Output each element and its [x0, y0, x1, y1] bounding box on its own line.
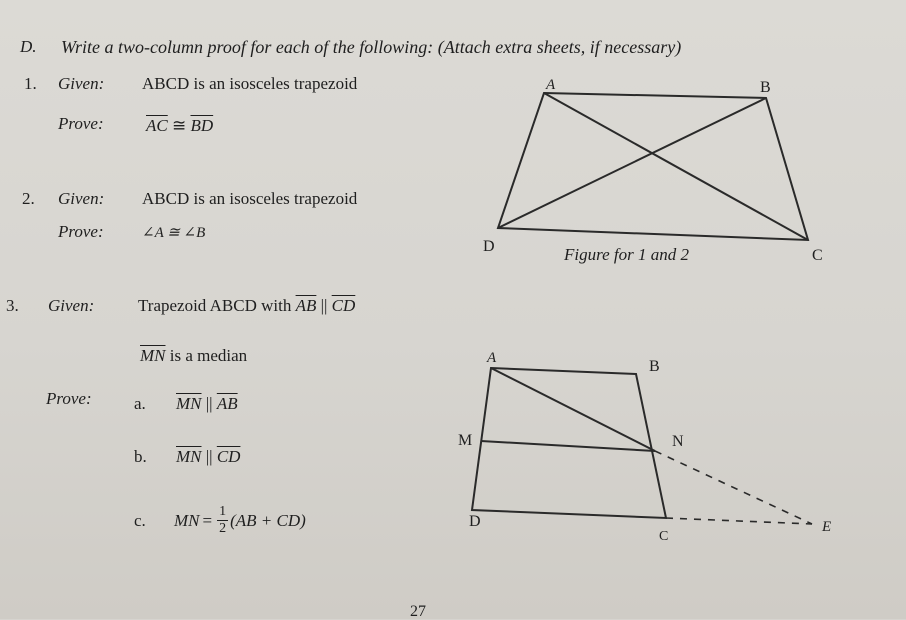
vertex-label-a: A	[546, 77, 556, 93]
parallel-symbol: ||	[320, 296, 328, 315]
problem-3-prove-label: Prove:	[46, 389, 92, 408]
figure-caption: Figure for 1 and 2	[564, 245, 689, 264]
fig3-label-d: D	[469, 513, 481, 530]
problem-2-prove-statement: ∠A ≅ ∠B	[142, 225, 206, 241]
part-a-seg2: $\overline{AB}$	[216, 394, 238, 413]
fig3-label-b: B	[649, 358, 660, 375]
problem-1-given-label: Given:	[58, 74, 105, 93]
segment-ab: $\overline{AB}$	[295, 296, 317, 315]
vertex-label-b: B	[760, 79, 771, 96]
dashed-ce	[666, 518, 812, 524]
segment-ac: $\overline{AC}$	[146, 116, 168, 135]
problem-3-given-label: Given:	[48, 296, 95, 315]
problem-1-number: 1.	[24, 74, 37, 93]
section-label: D.	[20, 37, 37, 56]
part-a-letter: a.	[134, 394, 146, 413]
problem-1-given-text: ABCD is an isosceles trapezoid	[142, 74, 358, 93]
given-trapezoid-text: Trapezoid ABCD with	[138, 296, 292, 315]
part-a-parallel: ||	[205, 394, 213, 413]
part-b-letter: b.	[134, 447, 147, 466]
problem-2-number: 2.	[22, 189, 35, 208]
part-c-letter: c.	[134, 511, 146, 530]
part-a-seg1: $\overline{MN}$	[176, 394, 202, 413]
segment-cd: $\overline{CD}$	[331, 296, 356, 315]
part-b-parallel: ||	[205, 447, 213, 466]
part-c-lhs: MN	[174, 510, 200, 530]
median-mn	[481, 441, 655, 451]
fraction-numerator: 1	[219, 503, 227, 519]
fraction-denominator: 2	[219, 520, 227, 536]
vertex-label-d: D	[483, 238, 495, 255]
segment-an	[491, 368, 655, 451]
part-c-equals: =	[202, 510, 213, 530]
fig3-label-e: E	[822, 519, 832, 535]
problem-1-prove-label: Prove:	[58, 114, 104, 133]
vertex-label-c: C	[812, 247, 823, 264]
fig3-label-a: A	[487, 350, 497, 366]
dashed-ne	[655, 451, 812, 524]
problem-3-number: 3.	[6, 296, 19, 315]
segment-bd: $\overline{BD}$	[190, 116, 214, 135]
part-b-seg1: $\overline{MN}$	[176, 447, 202, 466]
problem-2-given-label: Given:	[58, 189, 105, 208]
fig3-label-m: M	[458, 432, 473, 449]
section-instruction: Write a two-column proof for each of the following: (Attach extra sheets, if necessary)	[61, 37, 682, 57]
fig3-label-n: N	[672, 433, 684, 450]
problem-2-given-text: ABCD is an isosceles trapezoid	[142, 189, 358, 208]
page-number: 27	[410, 603, 426, 620]
fig3-label-c: C	[659, 529, 669, 544]
part-c-rhs: (AB + CD)	[230, 510, 306, 530]
segment-mn: $\overline{MN}$	[140, 346, 166, 365]
part-b-seg2: $\overline{CD}$	[216, 447, 241, 466]
median-text: is a median	[169, 346, 248, 365]
congruent-symbol: ≅	[171, 116, 187, 135]
problem-2-prove-label: Prove:	[58, 222, 104, 241]
